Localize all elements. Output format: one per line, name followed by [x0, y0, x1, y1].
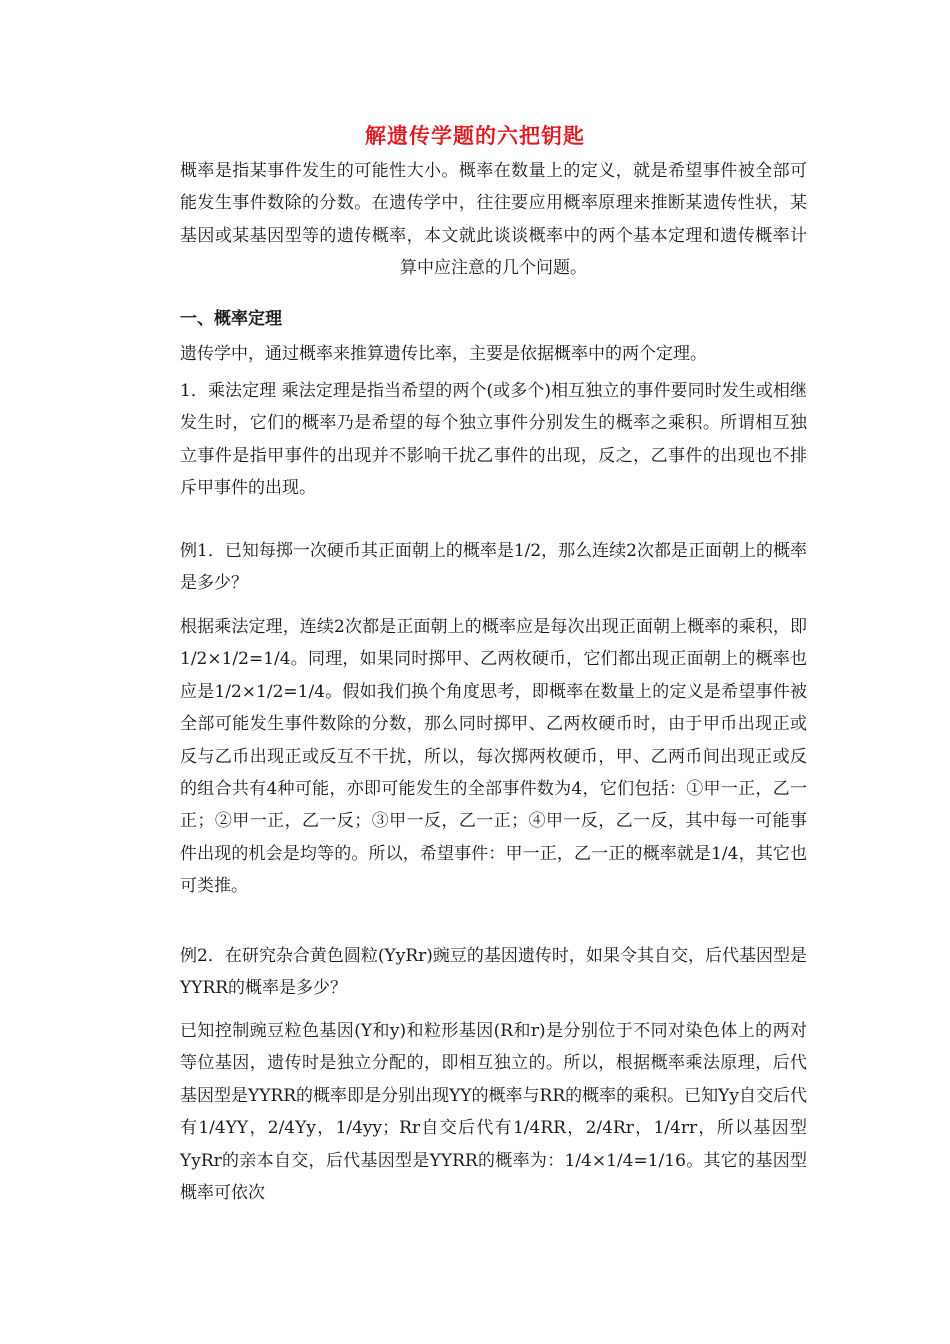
example-question: 例2．在研究杂合黄色圆粒(YyRr)豌豆的基因遗传时，如果令其自交，后代基因型是YYRR的概率是多少？	[180, 946, 807, 999]
section-heading: 一、概率定理	[180, 309, 282, 329]
paragraph: 已知控制豌豆粒色基因(Y和y)和粒形基因(R和r)是分别位于不同对染色体上的两对等位基因，遗传时是独立分配的，即相互独立的。所以，根据概率乘法原理，后代基因型是YYRR的概率即是分别出现YY的概率与RR的概率的乘积。已知Yy自交后代有1/4YY，2/4Yy，1/4yy；Rr自交后代有1/4RR，2/4Rr，1/4rr，所以基因型YyRr的亲本自交，后代基因型是YYRR的概率为：1/4×1/4=1/16。其它的基因型概率可依次	[180, 1021, 807, 1204]
paragraph: 遗传学中，通过概率来推算遗传比率，主要是依据概率中的两个定理。	[180, 344, 707, 364]
example-question: 例1．已知每掷一次硬币其正面朝上的概率是1/2，那么连续2次都是正面朝上的概率是多少？	[180, 541, 807, 594]
paragraph: 根据乘法定理，连续2次都是正面朝上的概率应是每次出现正面朝上概率的乘积，即1/2×1/2=1/4。同理，如果同时掷甲、乙两枚硬币，它们都出现正面朝上的概率也应是1/2×1/2=1/4。假如我们换个角度思考，即概率在数量上的定义是希望事件被全部可能发生事件数除的分数，那么同时掷甲、乙两枚硬币时，由于甲币出现正或反与乙币出现正或反互不干扰，所以，每次掷两枚硬币，甲、乙两币间出现正或反的组合共有4种可能，亦即可能发生的全部事件数为4，它们包括：①甲一正，乙一正；②甲一正，乙一反；③甲一反，乙一正；④甲一反，乙一反，其中每一可能事件出现的机会是均等的。所以，希望事件：甲一正，乙一正的概率就是1/4，其它也可类推。	[180, 617, 807, 897]
document-title: 解遗传学题的六把钥匙	[365, 123, 585, 148]
paragraph: 1．乘法定理 乘法定理是指当希望的两个(或多个)相互独立的事件要同时发生或相继发生时，它们的概率乃是希望的每个独立事件分别发生的概率之乘积。所谓相互独立事件是指甲事件的出现并不影响干扰乙事件的出现，反之，乙事件的出现也不排斥甲事件的出现。	[180, 381, 807, 499]
intro-paragraph: 概率是指某事件发生的可能性大小。概率在数量上的定义，就是希望事件被全部可能发生事件数除的分数。在遗传学中，往往要应用概率原理来推断某遗传性状，某基因或某基因型等的遗传概率，本文就此谈谈概率中的两个基本定理和遗传概率计算中应注意的几个问题。	[180, 161, 807, 279]
